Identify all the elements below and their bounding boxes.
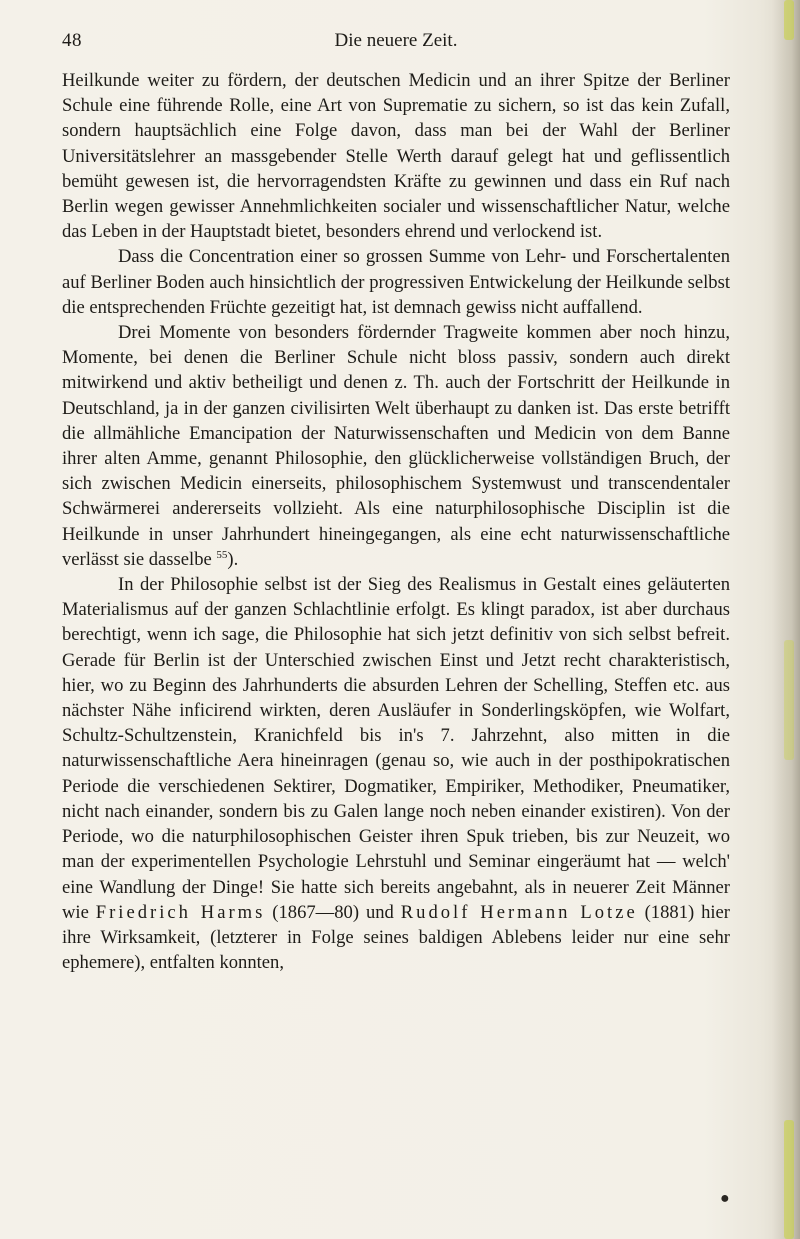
paragraph-text: Dass die Concentration einer so grossen Summe von Lehr- und Forschertalenten auf Berliner Boden auch hinsichtlich der progressiven Entwickelung der Heilkunde selbst die entsprechenden Früchte gezeitigt hat, ist demnach gewiss nicht auffallend. [62,246,730,318]
paragraph-text: ). [227,548,239,570]
page-edge-mark [784,640,794,760]
footnote-ref[interactable]: 55 [216,548,228,561]
print-speck: ● [720,1190,730,1207]
body-text [62,68,730,975]
paragraph [62,68,730,244]
person-name: Friedrich Harms [95,901,266,923]
paragraph [62,572,730,975]
page-header [62,30,730,56]
paragraph-text: In der Philosophie selbst ist der Sieg des Realismus in Gestalt eines geläuterten Materialismus auf der ganzen Schlachtlinie erfolgt. Es klingt paradox, ist aber durchaus berechtigt, wenn ich sage, die Philosophie hat sich jetzt definitiv von sich selbst befreit. Gerade für Berlin ist der Unterschied zwischen Einst und Jetzt recht charakteristisch, hier, wo zu Beginn des Jahrhunderts die absurden Lehren der Schelling, Steffen etc. aus nächster Nähe inficirend wirkten, deren Ausläufer in Sonderlingsköpfen, wie Wolfart, Schultz-Schultzenstein, Kranichfeld bis in's 7. Jahrzehnt, also mitten in die naturwissenschaftliche Aera hineinragen (genau so, wie auch in der posthipokratischen Periode die verschiedenen Sektirer, Dogmatiker, Empiriker, Methodiker, Pneumatiker, nicht nach einander, sondern bis zu Galen lange noch neben einander existiren). Von der Periode, wo die naturphilosophischen Geister ihren Spuk trieben, bis zur Neuzeit, wo man der experimentellen Psychologie Lehrstuhl und Seminar eingeräumt hat — welch' eine Wandlung der Dinge! Sie hatte sich bereits angebahnt, als in neuerer Zeit Männer wie [62,574,730,923]
paragraph [62,320,730,572]
page-edge-mark [784,0,794,40]
page-edge-mark [784,1120,794,1239]
running-head: Die neuere Zeit. [334,30,458,51]
paragraph [62,244,730,320]
paragraph-text: Drei Momente von besonders fördernder Tragweite kommen aber noch hinzu, Momente, bei denen die Berliner Schule nicht bloss passiv, sondern auch direkt mitwirkend und aktiv betheiligt und denen z. Th. auch der Fortschritt der Heilkunde in Deutschland, ja in der ganzen civilisirten Welt überhaupt zu danken ist. Das erste betrifft die allmähliche Emancipation der Naturwissenschaften und Medicin von dem Banne ihrer alten Amme, genannt Philosophie, den glücklicherweise vollständigen Bruch, der sich zwischen Medicin einerseits, philosophischem Systemwust und transcendentaler Schwärmerei andererseits vollzieht. Als eine naturphilosophische Disciplin ist die Heilkunde in unser Jahrhundert hineingegangen, als eine echt naturwissenschaftliche verlässt sie dasselbe [62,322,730,570]
paragraph-text: (1881) hier ihre Wirksamkeit, (letzterer in Folge seines baldigen Ablebens leider nur eine sehr ephemere), entfalten konnten, [62,901,730,974]
paragraph-text: Heilkunde weiter zu fördern, der deutschen Medicin und an ihrer Spitze der Berliner Schule eine führende Rolle, eine Art von Suprematie zu sichern, so ist das kein Zufall, sondern hauptsächlich eine Folge davon, dass man bei der Wahl der Berliner Universitätslehrer an massgebender Stelle Werth darauf gelegt hat und geflissentlich bemüht gewesen ist, die hervorragendsten Kräfte zu gewinnen und dass ein Ruf nach Berlin wegen gewisser Annehmlichkeiten socialer und wissenschaftlicher Natur, welche das Leben in der Hauptstadt bietet, besonders ehrend und verlockend ist. [62,70,730,243]
person-name: Rudolf Hermann Lotze [400,901,638,923]
page-number: 48 [62,30,82,51]
paragraph-text: (1867—80) und [265,901,401,923]
page-edge-shadow [772,0,800,1239]
